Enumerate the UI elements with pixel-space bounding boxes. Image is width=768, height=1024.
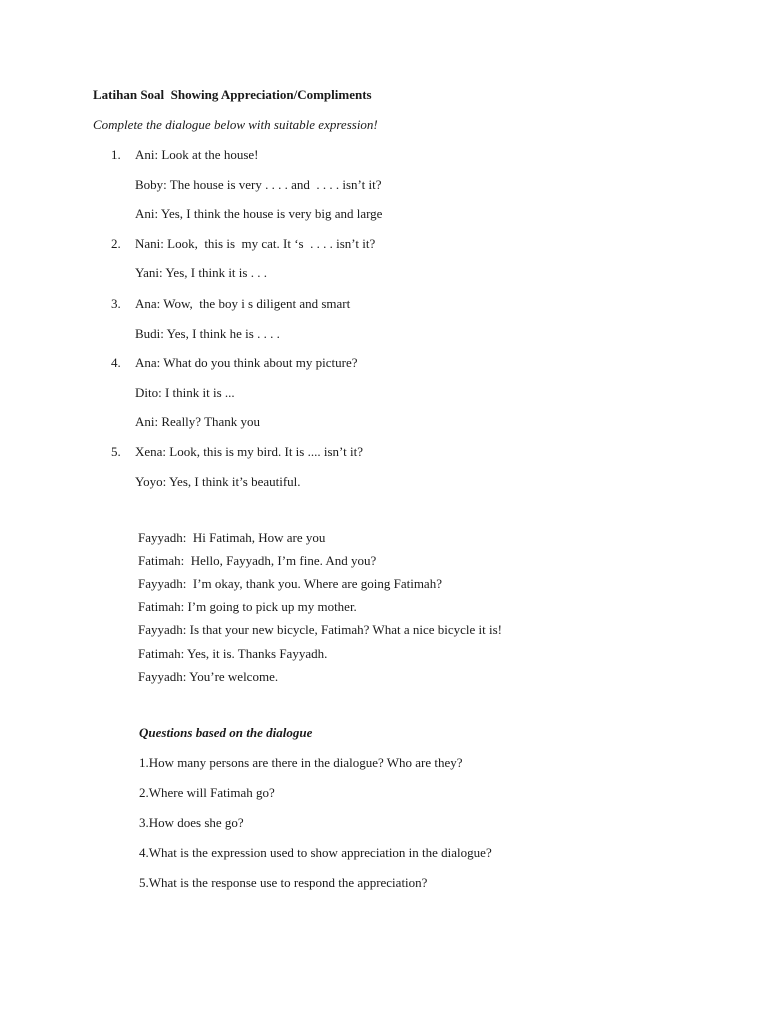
document-title: Latihan Soal Showing Appreciation/Compliments — [93, 87, 372, 102]
exercise-line: Nani: Look, this is my cat. It ‘s . . . . isn’t it? — [135, 236, 376, 251]
exercise-line: Yoyo: Yes, I think it’s beautiful. — [135, 474, 301, 489]
question-item: 1.How many persons are there in the dialogue? Who are they? — [139, 755, 463, 770]
exercise-line: Ana: Wow, the boy i s diligent and smart — [135, 296, 351, 311]
questions-heading: Questions based on the dialogue — [139, 725, 313, 740]
dialogue-line: Fayyadh: I’m okay, thank you. Where are going Fatimah? — [138, 576, 442, 591]
exercise-line: Dito: I think it is ... — [135, 385, 235, 400]
exercise-number: 5. — [111, 444, 121, 459]
exercise-line: Ani: Yes, I think the house is very big and large — [135, 206, 383, 221]
dialogue-line: Fatimah: Hello, Fayyadh, I’m fine. And you? — [138, 553, 377, 568]
dialogue-line: Fayyadh: Is that your new bicycle, Fatimah? What a nice bicycle it is! — [138, 622, 503, 637]
exercise-line: Ana: What do you think about my picture? — [135, 355, 358, 370]
exercise-line: Boby: The house is very . . . . and . . . . isn’t it? — [135, 177, 382, 192]
question-item: 3.How does she go? — [139, 815, 244, 830]
question-item: 5.What is the response use to respond the appreciation? — [139, 875, 428, 890]
exercise-line: Xena: Look, this is my bird. It is .... isn’t it? — [135, 444, 363, 459]
exercise-line: Ani: Look at the house! — [135, 147, 259, 162]
dialogue-line: Fayyadh: You’re welcome. — [138, 669, 279, 684]
question-item: 4.What is the expression used to show appreciation in the dialogue? — [139, 845, 492, 860]
exercise-line: Budi: Yes, I think he is . . . . — [135, 326, 280, 341]
exercise-number: 4. — [111, 355, 121, 370]
instruction-text: Complete the dialogue below with suitable expression! — [93, 117, 378, 132]
dialogue-line: Fayyadh: Hi Fatimah, How are you — [138, 530, 326, 545]
dialogue-line: Fatimah: Yes, it is. Thanks Fayyadh. — [138, 646, 328, 661]
dialogue-line: Fatimah: I’m going to pick up my mother. — [138, 599, 357, 614]
exercise-number: 3. — [111, 296, 121, 311]
exercise-line: Yani: Yes, I think it is . . . — [135, 265, 267, 280]
exercise-line: Ani: Really? Thank you — [135, 414, 261, 429]
exercise-number: 2. — [111, 236, 121, 251]
question-item: 2.Where will Fatimah go? — [139, 785, 275, 800]
exercise-number: 1. — [111, 147, 121, 162]
